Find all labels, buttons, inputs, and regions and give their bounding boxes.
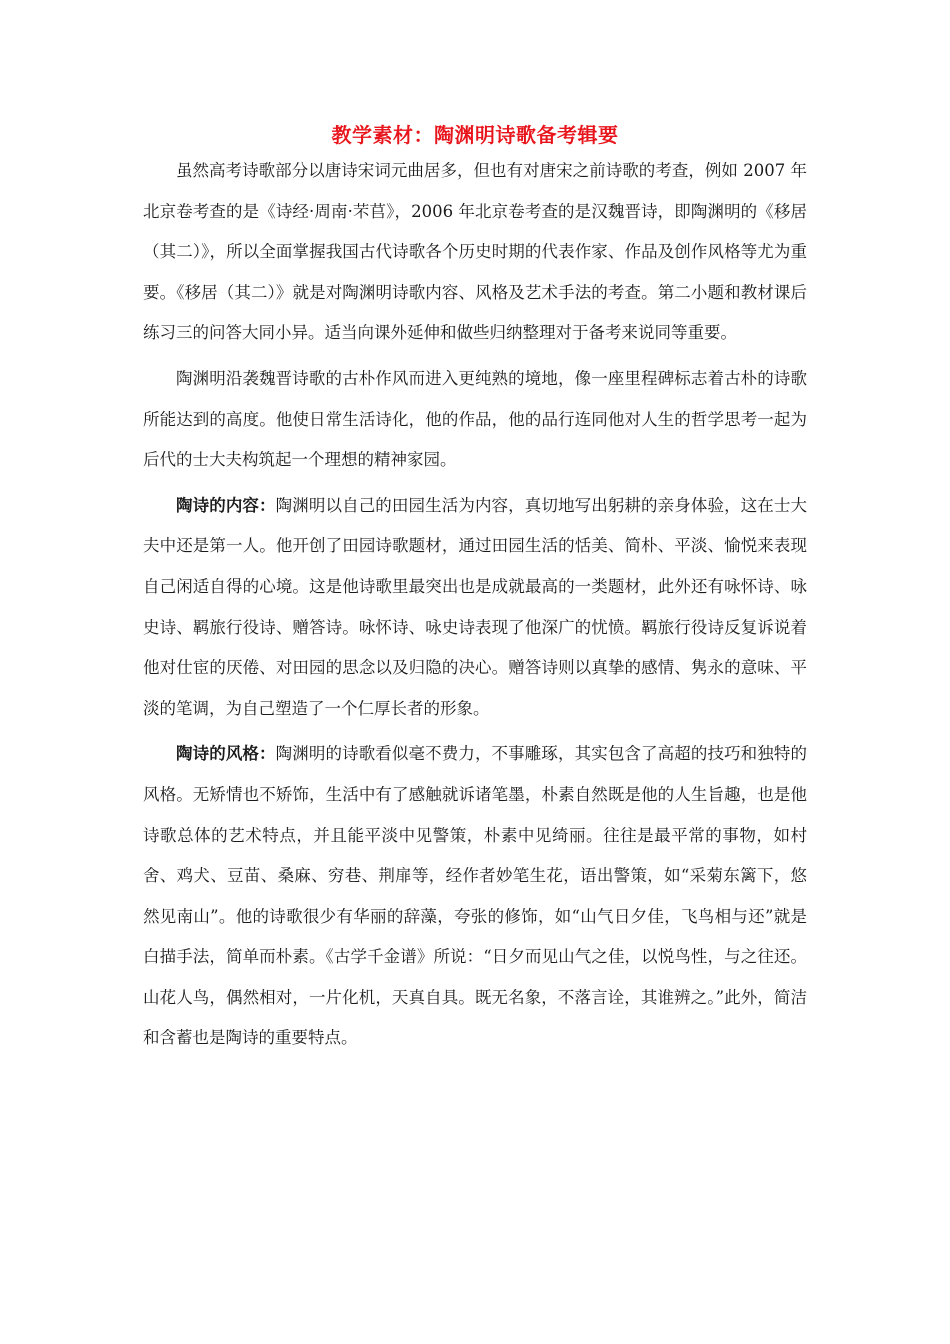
paragraph-overview (143, 359, 807, 481)
paragraph-lead: 陶诗的内容： (176, 495, 276, 515)
document-title: 教学素材：陶渊明诗歌备考辑要 (331, 123, 619, 147)
paragraph-lead: 陶诗的风格： (176, 744, 276, 764)
paragraph-style (143, 734, 807, 1059)
paragraph-content (143, 486, 807, 730)
paragraph-text: 陶渊明以自己的田园生活为内容，真切地写出躬耕的亲身体验，这在士大夫中还是第一人。他开创了田园诗歌题材，通过田园生活的恬美、简朴、平淡、愉悦来表现自己闲适自得的心境。这是他诗歌里最突出也是成就最高的一类题材，此外还有咏怀诗、咏史诗、羁旅行役诗、赠答诗。咏怀诗、咏史诗表现了他深广的忧愤。羁旅行役诗反复诉说着他对仕宦的厌倦、对田园的思念以及归隐的决心。赠答诗则以真挚的感情、隽永的意味、平淡的笔调，为自己塑造了一个仁厚长者的形象。 (143, 495, 808, 718)
paragraph-intro (143, 151, 807, 354)
paragraph-text: 陶渊明的诗歌看似毫不费力，不事雕琢，其实包含了高超的技巧和独特的风格。无矫情也不矫饰，生活中有了感触就诉诸笔墨，朴素自然既是他的人生旨趣，也是他诗歌总体的艺术特点，并且能平淡中见警策，朴素中见绮丽。往往是最平常的事物，如村舍、鸡犬、豆苗、桑麻、穷巷、荆扉等，经作者妙笔生花，语出警策，如“采菊东篱下，悠然见南山”。他的诗歌很少有华丽的辞藻，夸张的修饰，如“山气日夕佳，飞鸟相与还”就是白描手法，简单而朴素。《古学千金谱》所说：“日夕而见山气之佳，以悦鸟性，与之往还。山花人鸟，偶然相对，一片化机，天真自具。既无名象，不落言诠，其谁辨之。”此外，简洁和含蓄也是陶诗的重要特点。 (143, 744, 808, 1048)
document-page (143, 118, 807, 1064)
paragraph-text: 陶渊明沿袭魏晋诗歌的古朴作风而进入更纯熟的境地，像一座里程碑标志着古朴的诗歌所能达到的高度。他使日常生活诗化，他的作品，他的品行连同他对人生的哲学思考一起为后代的士大夫构筑起一个理想的精神家园。 (143, 368, 807, 470)
paragraph-text: 虽然高考诗歌部分以唐诗宋词元曲居多，但也有对唐宋之前诗歌的考查，例如 2007 年北京卷考查的是《诗经·周南·芣苢》，2006 年北京卷考查的是汉魏晋诗，即陶渊明的《移居（其二）》，所以全面掌握我国古代诗歌各个历史时期的代表作家、作品及创作风格等尤为重要。《移居（其二）》就是对陶渊明诗歌内容、风格及艺术手法的考查。第二小题和教材课后练习三的问答大同小异。适当向课外延伸和做些归纳整理对于备考来说同等重要。 (143, 161, 807, 343)
